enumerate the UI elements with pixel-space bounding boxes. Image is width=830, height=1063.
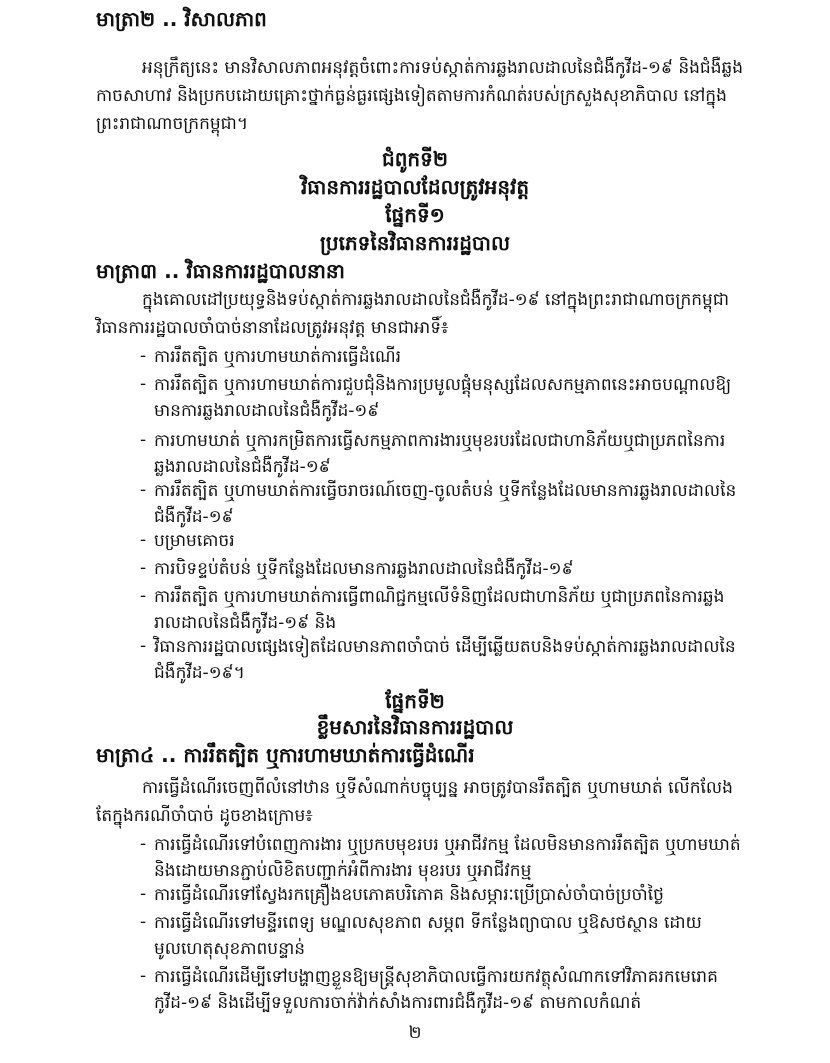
bullet-dash: - <box>140 636 147 656</box>
list-item-text: កូវីដ-១៩ និងដើម្បីទទួលការចាក់វ៉ាក់សាំងការពារជំងឺកូវីដ-១៩ តាមកាលកំណត់ <box>154 993 642 1013</box>
bullet-dash: - <box>140 586 147 606</box>
bullet-dash: - <box>140 834 147 854</box>
bullet-dash: - <box>140 884 147 904</box>
list-item-text: ការរឹតត្បិត ឬការហាមឃាត់ការធ្វើពាណិជ្ជកម្មលើទំនិញដែលជាហានិភ័យ ឬជាប្រភពនៃការឆ្លង <box>154 587 725 607</box>
article-2-para-line: អនុក្រឹត្យនេះ មានវិសាលភាពអនុវត្តចំពោះការទប់ស្កាត់ការឆ្លងរាលដាលនៃជំងឺកូវីដ-១៩ និងជំងឺឆ្លង <box>142 58 744 78</box>
list-item-text: ជំងឺកូវីដ-១៩ <box>154 507 234 527</box>
section-2-title: ផ្នែកទី២ <box>385 689 445 713</box>
article-2-heading: មាត្រា២ .. វិសាលភាព <box>96 7 267 31</box>
article-4-heading: មាត្រា៤ .. ការរឹតត្បិត ឬការហាមឃាត់ការធ្វើដំណើរ <box>96 743 475 767</box>
list-item-text: មូលហេតុសុខភាពបន្ទាន់ <box>154 939 306 959</box>
article-3-heading: មាត្រា៣ .. វិធានការរដ្ឋបាលនានា <box>96 259 345 283</box>
article-2-para-line: ព្រះរាជាណាចក្រកម្ពុជា។ <box>96 114 249 134</box>
bullet-dash: - <box>140 558 147 578</box>
bullet-dash: - <box>140 346 147 366</box>
bullet-dash: - <box>140 530 147 550</box>
article-2-para-line: កាចសាហាវ និងប្រកបដោយគ្រោះថ្នាក់ធ្ងន់ធ្ងរផ្សេងទៀតតាមការកំណត់របស់ក្រសួងសុខាភិបាល នៅក្នុង <box>96 86 727 106</box>
article-3-intro-line: ក្នុងគោលដៅប្រយុទ្ធនិងទប់ស្កាត់ការឆ្លងរាលដាលនៃជំងឺកូវីដ-១៩ នៅក្នុងព្រះរាជាណាចក្រកម្ពុជា <box>142 290 730 310</box>
chapter-title: ជំពូកទី២ <box>382 147 448 171</box>
article-4-intro-line: តែក្នុងករណីចាំបាច់ ដូចខាងក្រោម៖ <box>96 806 313 826</box>
page-number: ២ <box>408 1023 422 1043</box>
list-item-text: ការធ្វើដំណើរទៅមន្ទីរពេទ្យ មណ្ឌលសុខភាព សម្ភព ទីកន្លែងព្យាបាល ឬឱសថស្ថាន ដោយ <box>154 913 702 933</box>
list-item-text: មានការឆ្លងរាលដាលនៃជំងឺកូវីដ-១៩ <box>154 401 380 421</box>
list-item-text: បម្រាមគោចរ <box>154 531 235 551</box>
list-item-text: និងដោយមានភ្ជាប់លិខិតបញ្ជាក់អំពីការងារ មុខរបរ ឬអាជីវកម្ម <box>154 861 532 881</box>
list-item-text: វិធានការរដ្ឋបាលផ្សេងទៀតដែលមានភាពចាំបាច់ ដើម្បីឆ្លើយតបនិងទប់ស្កាត់ការឆ្លងរាលដាលនៃ <box>154 637 736 657</box>
bullet-dash: - <box>140 480 147 500</box>
article-3-intro-line: វិធានការរដ្ឋបាលចាំបាច់នានាដែលត្រូវអនុវត្ត មានជាអាទិ៍៖ <box>96 318 449 338</box>
list-item-text: ការរឹតត្បិត ឬការហាមឃាត់ការជួបជុំនិងការប្រមូលផ្តុំមនុស្សដែលសកម្មភាពនេះអាចបណ្តាលឱ្យ <box>154 375 732 395</box>
list-item-text: ជំងឺកូវីដ-១៩។ <box>154 663 245 683</box>
chapter-subtitle: វិធានការរដ្ឋបាលដែលត្រូវអនុវត្ត <box>300 175 530 199</box>
list-item-text: ការធ្វើដំណើរដើម្បីទៅបង្ហាញខ្លួនឱ្យមន្ត្រីសុខាភិបាលធ្វើការយកវត្ថុសំណាកទៅវិភាគរកមេរោគ <box>154 967 718 987</box>
section-2-subtitle: ខ្លឹមសារនៃវិធានការរដ្ឋបាល <box>316 715 514 739</box>
bullet-dash: - <box>140 430 147 450</box>
list-item-text: ការធ្វើដំណើរទៅស្វែងរកគ្រឿងឧបភោគបរិភោគ និងសម្ភារៈប្រើប្រាស់ចាំបាច់ប្រចាំថ្ងៃ <box>154 885 664 905</box>
bullet-dash: - <box>140 966 147 986</box>
list-item-text: រាលដាលនៃជំងឺកូវីដ-១៩ និង <box>154 613 337 633</box>
bullet-dash: - <box>140 374 147 394</box>
section-1-subtitle: ប្រភេទនៃវិធានការរដ្ឋបាល <box>319 231 511 255</box>
list-item-text: ការធ្វើដំណើរទៅបំពេញការងារ ឬប្រកបមុខរបរ ឬអាជីវកម្ម ដែលមិនមានការរឹតត្បិត ឬហាមឃាត់ <box>154 835 741 855</box>
list-item-text: ការរឹតត្បិត ឬការហាមឃាត់ការធ្វើដំណើរ <box>154 347 402 367</box>
bullet-dash: - <box>140 912 147 932</box>
list-item-text: ការហាមឃាត់ ឬការកម្រិតការធ្វើសកម្មភាពការងារឬមុខរបរដែលជាហានិភ័យឬជាប្រភពនៃការ <box>154 431 726 451</box>
list-item-text: ការរឹតត្បិត ឬហាមឃាត់ការធ្វើចរាចរណ៍ចេញ-ចូលតំបន់ ឬទីកន្លែងដែលមានការឆ្លងរាលដាលនៃ <box>154 481 737 501</box>
list-item-text: ការបិទខ្ទប់តំបន់ ឬទីកន្លែងដែលមានការឆ្លងរាលដាលនៃជំងឺកូវីដ-១៩ <box>154 559 574 579</box>
section-1-title: ផ្នែកទី១ <box>385 203 445 227</box>
article-4-intro-line: ការធ្វើដំណើរចេញពីលំនៅឋាន ឬទីសំណាក់បច្ចុប្បន្ន អាចត្រូវបានរឹតត្បិត ឬហាមឃាត់ លើកលែង <box>142 778 733 798</box>
list-item-text: ឆ្លងរាលដាលនៃជំងឺកូវីដ-១៩ <box>154 457 331 477</box>
